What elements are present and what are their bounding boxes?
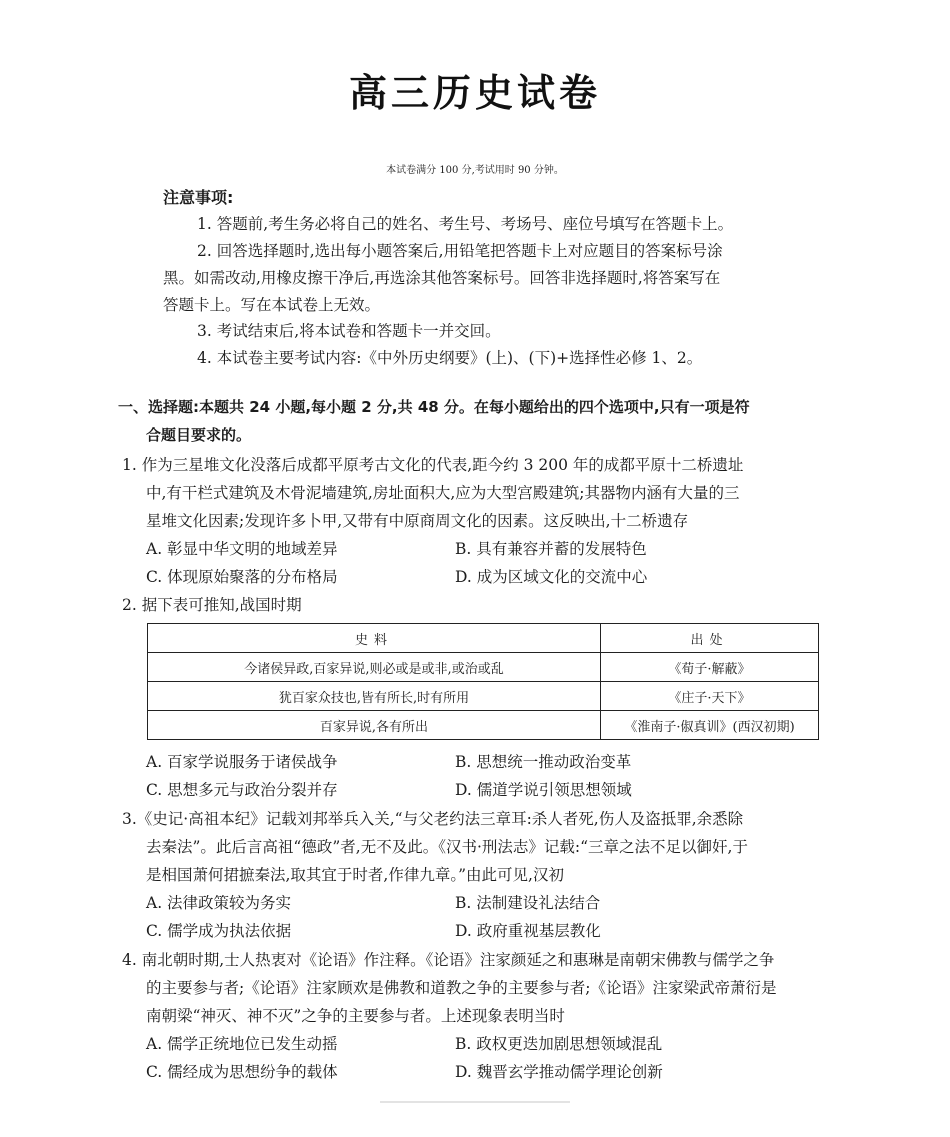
- exam-info: 本试卷满分 100 分,考试用时 90 分钟。: [386, 165, 564, 176]
- question-3-stem: 是相国萧何捃摭秦法,取其宜于时者,作律九章。”由此可见,汉初: [146, 866, 564, 884]
- notice-line: 黑。如需改动,用橡皮擦干净后,再选涂其他答案标号。回答非选择题时,将答案写在: [163, 269, 721, 287]
- section-heading: 一、选择题:本题共 24 小题,每小题 2 分,共 48 分。在每小题给出的四个选项中,只有一项是符: [118, 398, 750, 416]
- question-1-stem: 星堆文化因素;发现许多卜甲,又带有中原商周文化的因素。这反映出,十二桥遗存: [146, 512, 689, 530]
- question-3-option-c: C. 儒学成为执法依据: [146, 922, 292, 940]
- question-4-option-c: C. 儒经成为思想纷争的载体: [146, 1063, 338, 1081]
- table-row: [148, 653, 819, 682]
- notice-line: 1. 答题前,考生务必将自己的姓名、考生号、考场号、座位号填写在答题卡上。: [197, 215, 734, 233]
- question-4-stem: 南朝梁“神灭、神不灭”之争的主要参与者。上述现象表明当时: [146, 1007, 565, 1025]
- question-1-option-a: A. 彰显中华文明的地域差异: [146, 540, 338, 558]
- table-cell: 《荀子·解蔽》: [601, 653, 819, 682]
- question-1-option-d: D. 成为区域文化的交流中心: [455, 568, 648, 586]
- question-2-option-b: B. 思想统一推动政治变革: [455, 753, 632, 771]
- question-2-option-c: C. 思想多元与政治分裂并存: [146, 781, 338, 799]
- question-2-stem: 2. 据下表可推知,战国时期: [122, 596, 302, 614]
- table-cell: 犹百家众技也,皆有所长,时有所用: [148, 682, 601, 711]
- question-4-option-d: D. 魏晋玄学推动儒学理论创新: [455, 1063, 663, 1081]
- section-heading-cont: 合题目要求的。: [146, 426, 252, 444]
- table-cell: 今诸侯异政,百家异说,则必或是或非,或治或乱: [148, 653, 601, 682]
- notice-line: 3. 考试结束后,将本试卷和答题卡一并交回。: [197, 322, 501, 340]
- notice-line: 4. 本试卷主要考试内容:《中外历史纲要》(上)、(下)+选择性必修 1、2。: [197, 349, 703, 367]
- question-1-option-c: C. 体现原始聚落的分布格局: [146, 568, 338, 586]
- question-3-option-d: D. 政府重视基层教化: [455, 922, 601, 940]
- question-4-option-b: B. 政权更迭加剧思想领域混乱: [455, 1035, 663, 1053]
- notice-line: 答题卡上。写在本试卷上无效。: [163, 296, 381, 314]
- page-footer-mark: [380, 1101, 570, 1111]
- question-3-option-b: B. 法制建设礼法结合: [455, 894, 601, 912]
- question-4-option-a: A. 儒学正统地位已发生动摇: [146, 1035, 338, 1053]
- question-1-option-b: B. 具有兼容并蓄的发展特色: [455, 540, 647, 558]
- question-2-option-a: A. 百家学说服务于诸侯战争: [146, 753, 338, 771]
- question-3-option-a: A. 法律政策较为务实: [146, 894, 292, 912]
- table-row: [148, 711, 819, 740]
- table-cell: 《淮南子·俶真训》(西汉初期): [601, 711, 819, 740]
- table-header-row: [148, 624, 819, 653]
- question-2-option-d: D. 儒道学说引领思想领域: [455, 781, 632, 799]
- question-1-stem: 1. 作为三星堆文化没落后成都平原考古文化的代表,距今约 3 200 年的成都平原十二桥遗址: [122, 456, 744, 474]
- source-table: [147, 623, 819, 740]
- table-header: 出处: [601, 624, 819, 653]
- notice-line: 2. 回答选择题时,选出每小题答案后,用铅笔把答题卡上对应题目的答案标号涂: [197, 242, 723, 260]
- table-cell: 百家异说,各有所出: [148, 711, 601, 740]
- page-title: 高三历史试卷: [348, 71, 601, 115]
- question-3-stem: 去秦法”。此后言高祖“德政”者,无不及此。《汉书·刑法志》记载:“三章之法不足以御奸,于: [146, 838, 748, 856]
- table-row: [148, 682, 819, 711]
- question-4-stem: 4. 南北朝时期,士人热衷对《论语》作注释。《论语》注家颜延之和惠琳是南朝宋佛教与儒学之争: [122, 951, 775, 969]
- table-header: 史料: [148, 624, 601, 653]
- question-3-stem: 3.《史记·高祖本纪》记载刘邦举兵入关,“与父老约法三章耳:杀人者死,伤人及盗抵罪,余悉除: [122, 810, 744, 828]
- table-cell: 《庄子·天下》: [601, 682, 819, 711]
- notice-heading: 注意事项:: [163, 188, 234, 207]
- question-1-stem: 中,有干栏式建筑及木骨泥墙建筑,房址面积大,应为大型宫殿建筑;其器物内涵有大量的三: [146, 484, 740, 502]
- question-4-stem: 的主要参与者;《论语》注家顾欢是佛教和道教之争的主要参与者;《论语》注家梁武帝萧衍是: [146, 979, 777, 997]
